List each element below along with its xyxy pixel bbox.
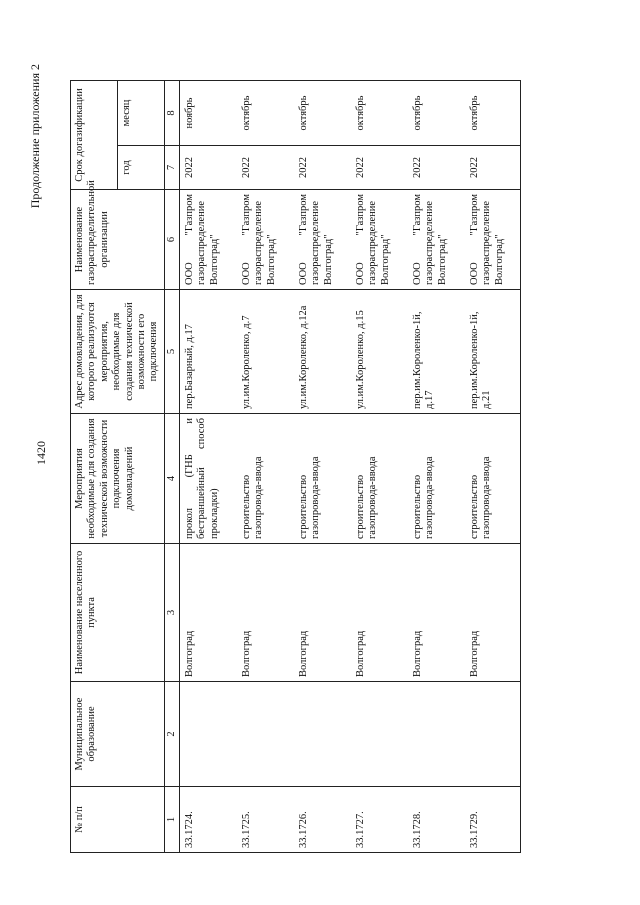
municipality-cell bbox=[180, 682, 236, 787]
table-row bbox=[463, 80, 521, 852]
year-cell: 2022 bbox=[180, 146, 236, 190]
row-number: 33.1725. bbox=[235, 787, 292, 853]
municipality-cell bbox=[463, 682, 521, 787]
table-row bbox=[180, 80, 236, 852]
month-cell: октябрь bbox=[235, 80, 292, 145]
table-row bbox=[349, 80, 406, 852]
measure-cell: строительство газопровода-ввода bbox=[292, 414, 349, 544]
municipality-cell bbox=[406, 682, 463, 787]
column-number: 6 bbox=[164, 190, 179, 290]
month-cell: октябрь bbox=[292, 80, 349, 145]
settlement-cell: Волгоград bbox=[180, 544, 236, 682]
year-cell: 2022 bbox=[292, 146, 349, 190]
column-number: 1 bbox=[164, 787, 179, 853]
row-number: 33.1728. bbox=[406, 787, 463, 853]
page-number: 1420 bbox=[34, 441, 48, 465]
settlement-cell: Волгоград bbox=[406, 544, 463, 682]
row-number: 33.1727. bbox=[349, 787, 406, 853]
row-number: 33.1726. bbox=[292, 787, 349, 853]
address-cell: пер.им.Короленко-1й, д.17 bbox=[406, 290, 463, 414]
address-cell: ул.им.Короленко, д.15 bbox=[349, 290, 406, 414]
header-organization: Наименование газораспределительной организации bbox=[71, 190, 165, 290]
row-number: 33.1729. bbox=[463, 787, 521, 853]
measure-cell: строительство газопровода-ввода bbox=[406, 414, 463, 544]
municipality-cell bbox=[349, 682, 406, 787]
month-cell: октябрь bbox=[406, 80, 463, 145]
year-cell: 2022 bbox=[406, 146, 463, 190]
column-number-row bbox=[164, 80, 179, 852]
address-cell: пер.Базарный, д.17 bbox=[180, 290, 236, 414]
column-number: 8 bbox=[164, 80, 179, 145]
organization-cell: ООО "Газпром газораспределение Волгоград" bbox=[235, 190, 292, 290]
column-number: 2 bbox=[164, 682, 179, 787]
month-cell: ноябрь bbox=[180, 80, 236, 145]
settlement-cell: Волгоград bbox=[292, 544, 349, 682]
column-number: 3 bbox=[164, 544, 179, 682]
organization-cell: ООО "Газпром газораспределение Волгоград" bbox=[349, 190, 406, 290]
address-cell: ул.им.Короленко, д.7 bbox=[235, 290, 292, 414]
measure-cell: строительство газопровода-ввода bbox=[463, 414, 521, 544]
address-cell: ул.им.Короленко, д.12а bbox=[292, 290, 349, 414]
year-cell: 2022 bbox=[235, 146, 292, 190]
address-cell: пер.им.Короленко-1й, д.21 bbox=[463, 290, 521, 414]
measure-cell: строительство газопровода-ввода bbox=[349, 414, 406, 544]
header-municipality: Муниципальное образование bbox=[71, 682, 165, 787]
header-deadline: Срок догазификации bbox=[71, 80, 118, 189]
header-settlement: Наименование населенного пункта bbox=[71, 544, 165, 682]
month-cell: октябрь bbox=[349, 80, 406, 145]
header-number: № п/п bbox=[71, 787, 165, 853]
column-number: 7 bbox=[164, 146, 179, 190]
table-row bbox=[406, 80, 463, 852]
table-body bbox=[164, 80, 520, 852]
measure-cell: прокол (ГНБ и бестраншейный способ прокладки) bbox=[180, 414, 236, 544]
header-year: год bbox=[117, 146, 164, 190]
appendix-continuation-label: Продолжение приложения 2 bbox=[28, 64, 42, 209]
column-number: 4 bbox=[164, 414, 179, 544]
header-address: Адрес домовладения, для которого реализуются мероприятия, необходимые для создания технической возможности его подключения bbox=[71, 290, 165, 414]
organization-cell: ООО "Газпром газораспределение Волгоград" bbox=[463, 190, 521, 290]
municipality-cell bbox=[235, 682, 292, 787]
header-measures: Мероприятия необходимые для создания технической возможности подключения домовладений bbox=[71, 414, 165, 544]
settlement-cell: Волгоград bbox=[463, 544, 521, 682]
year-cell: 2022 bbox=[349, 146, 406, 190]
header-row bbox=[71, 80, 118, 852]
organization-cell: ООО "Газпром газораспределение Волгоград" bbox=[406, 190, 463, 290]
table-row bbox=[235, 80, 292, 852]
settlement-cell: Волгоград bbox=[235, 544, 292, 682]
table-row bbox=[292, 80, 349, 852]
settlement-cell: Волгоград bbox=[349, 544, 406, 682]
header-month: месяц bbox=[117, 80, 164, 145]
year-cell: 2022 bbox=[463, 146, 521, 190]
municipality-cell bbox=[292, 682, 349, 787]
organization-cell: ООО "Газпром газораспределение Волгоград" bbox=[292, 190, 349, 290]
measure-cell: строительство газопровода-ввода bbox=[235, 414, 292, 544]
gasification-table bbox=[70, 80, 521, 853]
column-number: 5 bbox=[164, 290, 179, 414]
month-cell: октябрь bbox=[463, 80, 521, 145]
organization-cell: ООО "Газпром газораспределение Волгоград" bbox=[180, 190, 236, 290]
row-number: 33.1724. bbox=[180, 787, 236, 853]
